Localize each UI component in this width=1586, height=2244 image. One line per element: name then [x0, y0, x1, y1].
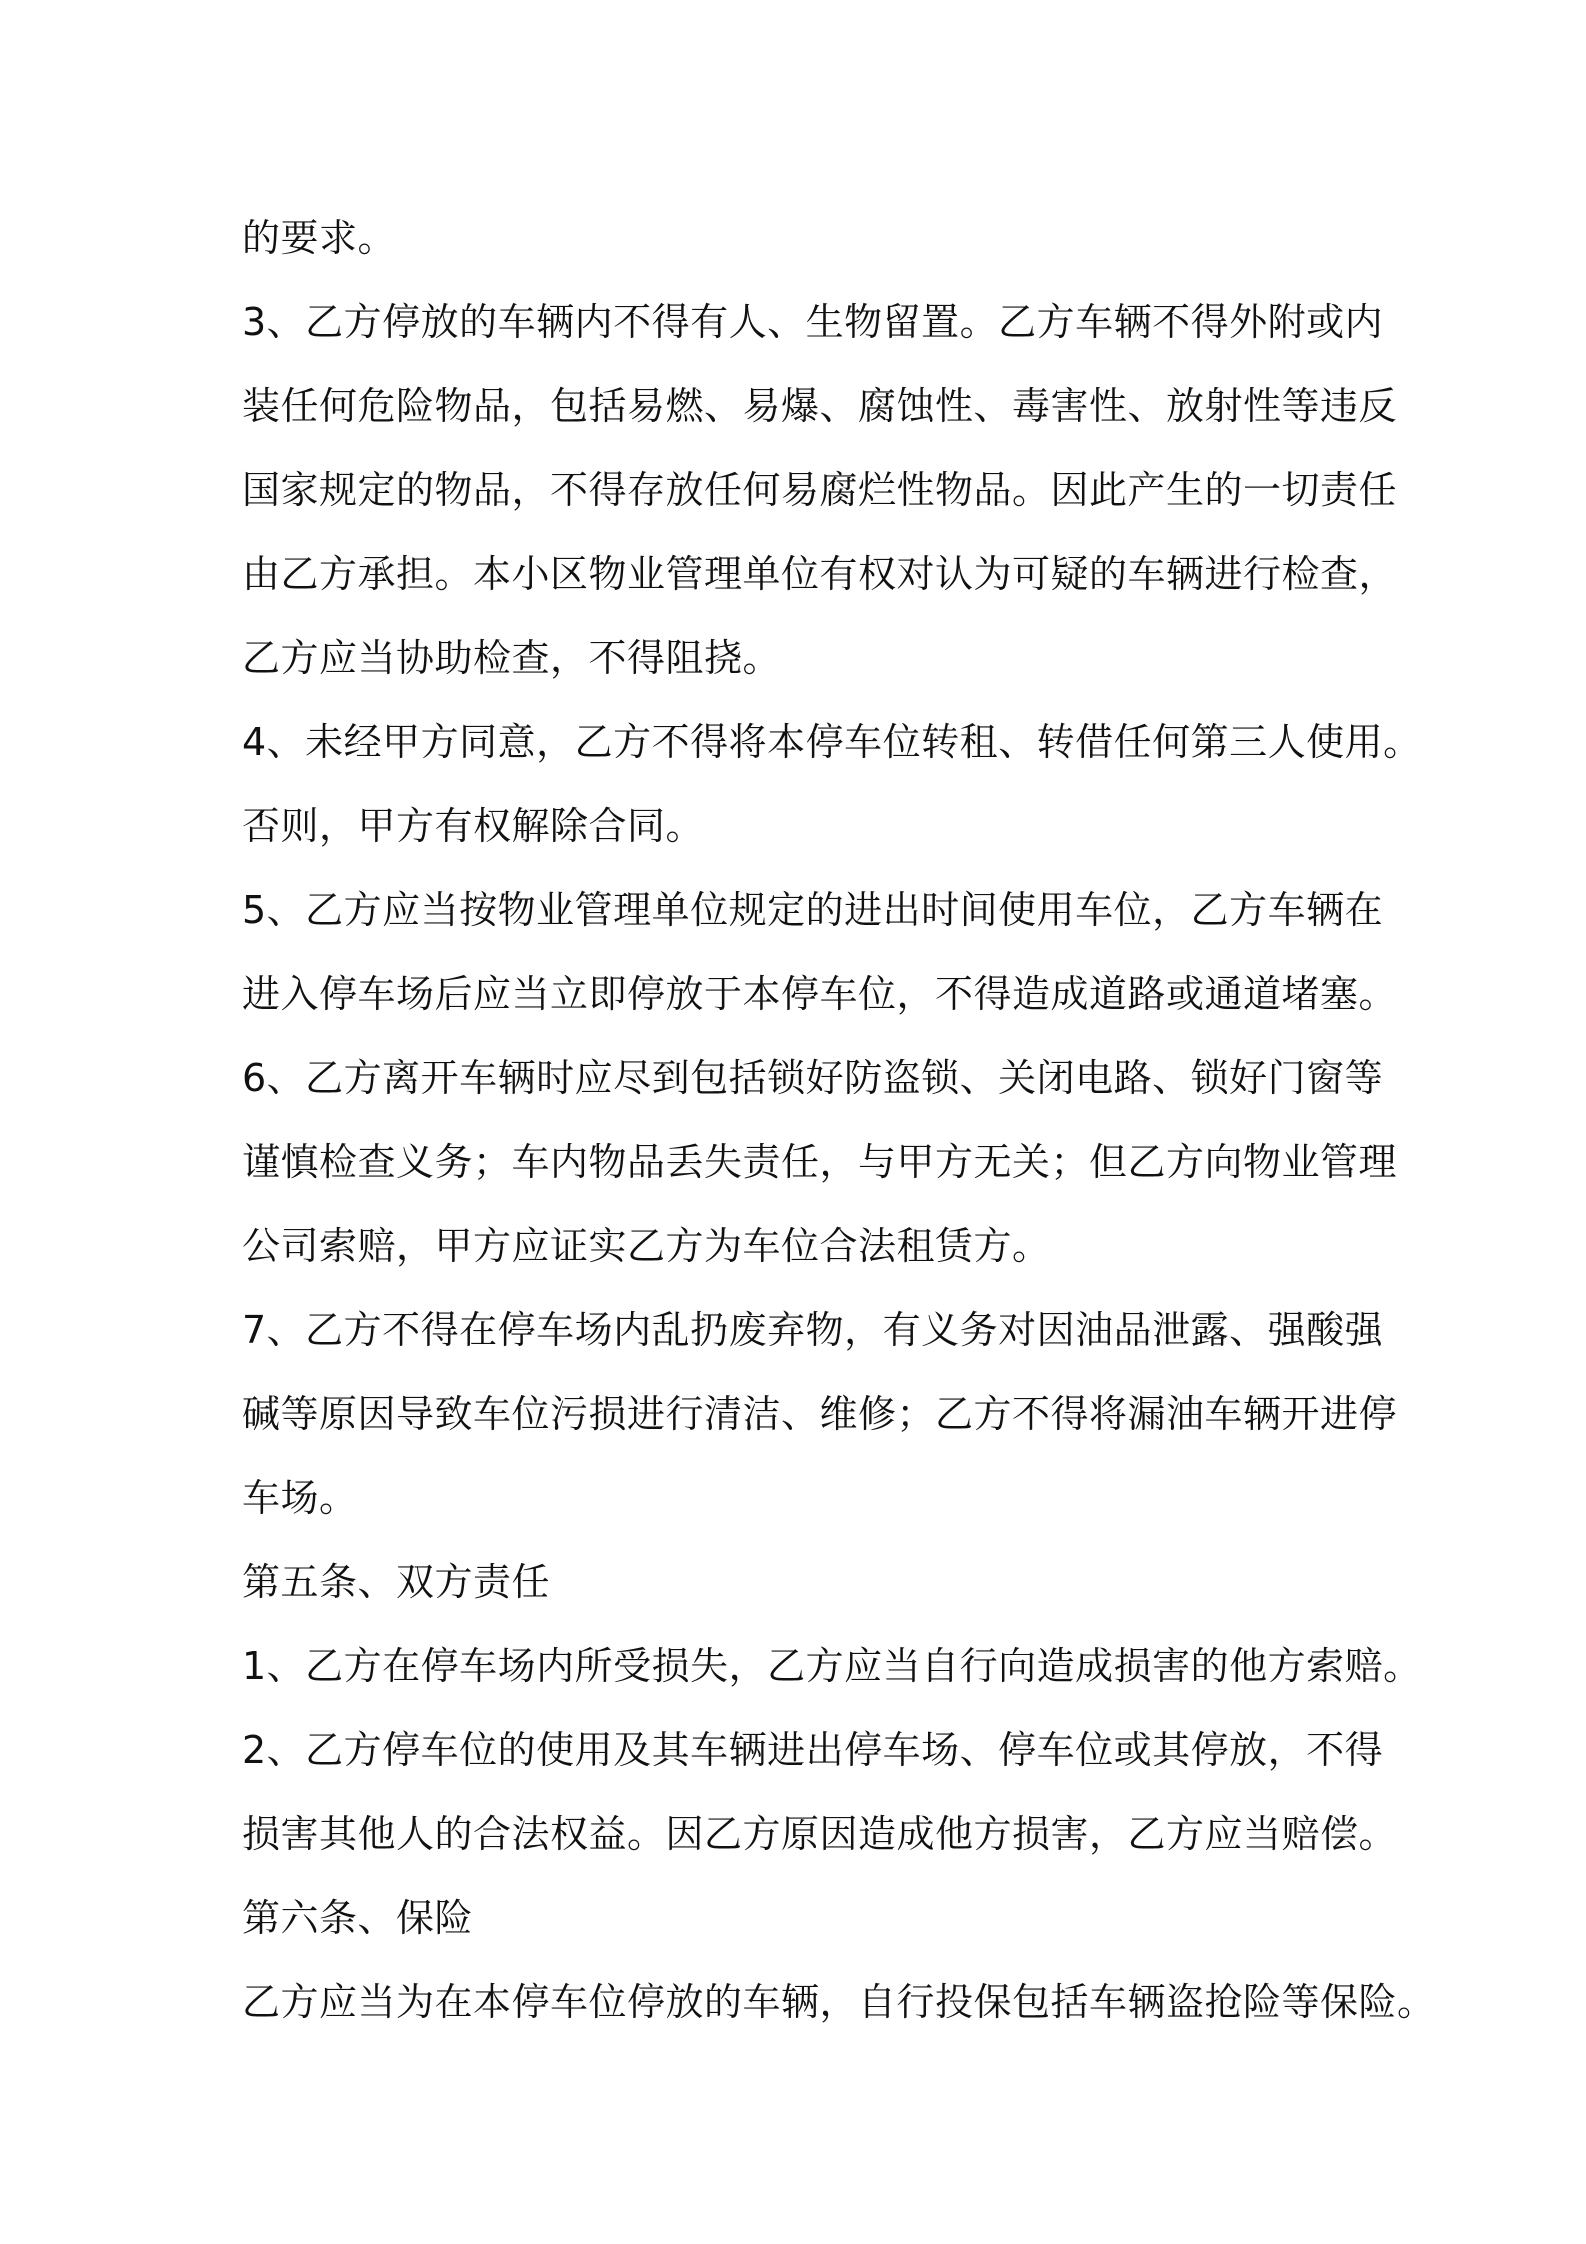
text-line: 国家规定的物品，不得存放任何易腐烂性物品。因此产生的一切责任	[242, 468, 1398, 512]
text-line: 车场。	[242, 1476, 358, 1520]
text-line: 的要求。	[242, 216, 397, 260]
text-line: 乙方应当为在本停车位停放的车辆，自行投保包括车辆盗抢险等保险。	[242, 1980, 1436, 2024]
text-line: 公司索赔，甲方应证实乙方为车位合法租赁方。	[242, 1224, 1051, 1268]
text-line: 否则，甲方有权解除合同。	[242, 804, 705, 848]
text-line: 谨慎检查义务；车内物品丢失责任，与甲方无关；但乙方向物业管理	[242, 1140, 1398, 1184]
clause-7-line: 7、乙方不得在停车场内乱扔废弃物，有义务对因油品泄露、强酸强	[242, 1308, 1384, 1352]
clause-4-line: 4、未经甲方同意，乙方不得将本停车位转租、转借任何第三人使用。	[242, 720, 1422, 764]
clause-5-line: 5、乙方应当按物业管理单位规定的进出时间使用车位，乙方车辆在	[242, 888, 1384, 932]
text-line: 由乙方承担。本小区物业管理单位有权对认为可疑的车辆进行检查，	[242, 552, 1398, 596]
document-body	[242, 196, 1436, 2044]
clause-1-line: 1、乙方在停车场内所受损失，乙方应当自行向造成损害的他方索赔。	[242, 1644, 1422, 1688]
text-line: 装任何危险物品，包括易燃、易爆、腐蚀性、毒害性、放射性等违反	[242, 384, 1398, 428]
text-line: 损害其他人的合法权益。因乙方原因造成他方损害，乙方应当赔偿。	[242, 1812, 1398, 1856]
clause-6-line: 6、乙方离开车辆时应尽到包括锁好防盗锁、关闭电路、锁好门窗等	[242, 1056, 1384, 1100]
section-heading-article-6: 第六条、保险	[242, 1896, 474, 1940]
clause-2-line: 2、乙方停车位的使用及其车辆进出停车场、停车位或其停放，不得	[242, 1728, 1384, 1772]
text-line: 碱等原因导致车位污损进行清洁、维修；乙方不得将漏油车辆开进停	[242, 1392, 1398, 1436]
clause-3-line: 3、乙方停放的车辆内不得有人、生物留置。乙方车辆不得外附或内	[242, 300, 1384, 344]
section-heading-article-5: 第五条、双方责任	[242, 1560, 551, 1604]
text-line: 乙方应当协助检查，不得阻挠。	[242, 636, 782, 680]
text-line: 进入停车场后应当立即停放于本停车位，不得造成道路或通道堵塞。	[242, 972, 1398, 1016]
